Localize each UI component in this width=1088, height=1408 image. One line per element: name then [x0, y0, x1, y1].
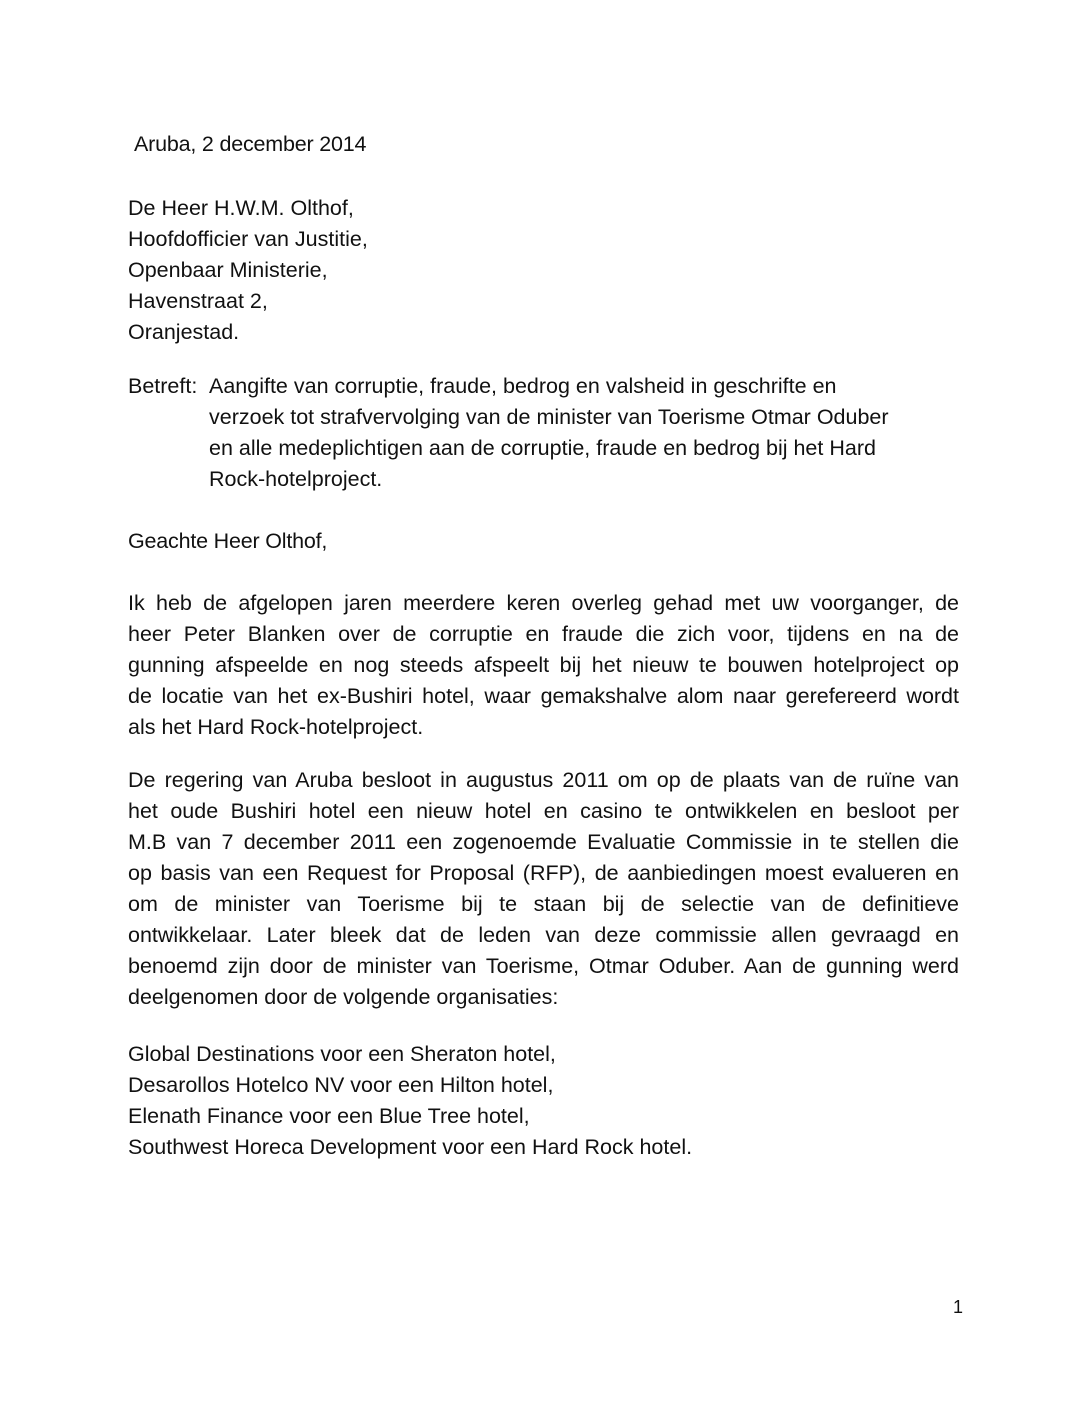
salutation: Geachte Heer Olthof, [128, 529, 328, 553]
subject-line: Rock-hotelproject. [209, 467, 383, 491]
subject-line: Aangifte van corruptie, fraude, bedrog en valsheid in geschrifte en [209, 374, 837, 398]
addressee-line: Havenstraat 2, [128, 289, 268, 313]
subject-label: Betreft: [128, 374, 198, 398]
subject-line: en alle medeplichtigen aan de corruptie, fraude en bedrog bij het Hard [209, 436, 876, 460]
paragraph-line: ontwikkelaar. Later bleek dat de leden van deze commissie allen gevraagd en [128, 923, 959, 947]
paragraph-2 [128, 765, 959, 1013]
organisations-list [128, 1039, 692, 1163]
paragraph-line: Ik heb de afgelopen jaren meerdere keren overleg gehad met uw voorganger, de [128, 591, 959, 615]
list-item: Southwest Horeca Development voor een Hard Rock hotel. [128, 1135, 693, 1159]
addressee-block [128, 193, 368, 348]
addressee-line: Hoofdofficier van Justitie, [128, 227, 368, 251]
paragraph-line: heer Peter Blanken over de corruptie en fraude die zich voor, tijdens en na de [128, 622, 959, 646]
addressee-line: Oranjestad. [128, 320, 240, 344]
paragraph-line: als het Hard Rock-hotelproject. [128, 715, 424, 739]
subject-line: verzoek tot strafvervolging van de minister van Toerisme Otmar Oduber [209, 405, 889, 429]
paragraph-1 [128, 588, 959, 743]
paragraph-line: het oude Bushiri hotel een nieuw hotel en casino te ontwikkelen en besloot per [128, 799, 959, 823]
list-item: Elenath Finance voor een Blue Tree hotel, [128, 1104, 530, 1128]
date-line: Aruba, 2 december 2014 [134, 132, 367, 156]
paragraph-line: om de minister van Toerisme bij te staan bij de selectie van de definitieve [128, 892, 959, 916]
paragraph-line: op basis van een Request for Proposal (RFP), de aanbiedingen moest evalueren en [128, 861, 959, 885]
paragraph-line: deelgenomen door de volgende organisaties: [128, 985, 559, 1009]
addressee-line: Openbaar Ministerie, [128, 258, 328, 282]
list-item: Global Destinations voor een Sheraton hotel, [128, 1042, 556, 1066]
paragraph-line: benoemd zijn door de minister van Toerisme, Otmar Oduber. Aan de gunning werd [128, 954, 959, 978]
addressee-line: De Heer H.W.M. Olthof, [128, 196, 354, 220]
subject-block [209, 371, 889, 495]
page-number: 1 [953, 1297, 964, 1317]
paragraph-line: de locatie van het ex-Bushiri hotel, waar gemakshalve alom naar gerefereerd wordt [128, 684, 959, 708]
paragraph-line: gunning afspeelde en nog steeds afspeelt bij het nieuw te bouwen hotelproject op [128, 653, 959, 677]
paragraph-line: De regering van Aruba besloot in augustus 2011 om op de plaats van de ruïne van [128, 768, 959, 792]
list-item: Desarollos Hotelco NV voor een Hilton hotel, [128, 1073, 554, 1097]
paragraph-line: M.B van 7 december 2011 een zogenoemde Evaluatie Commissie in te stellen die [128, 830, 959, 854]
